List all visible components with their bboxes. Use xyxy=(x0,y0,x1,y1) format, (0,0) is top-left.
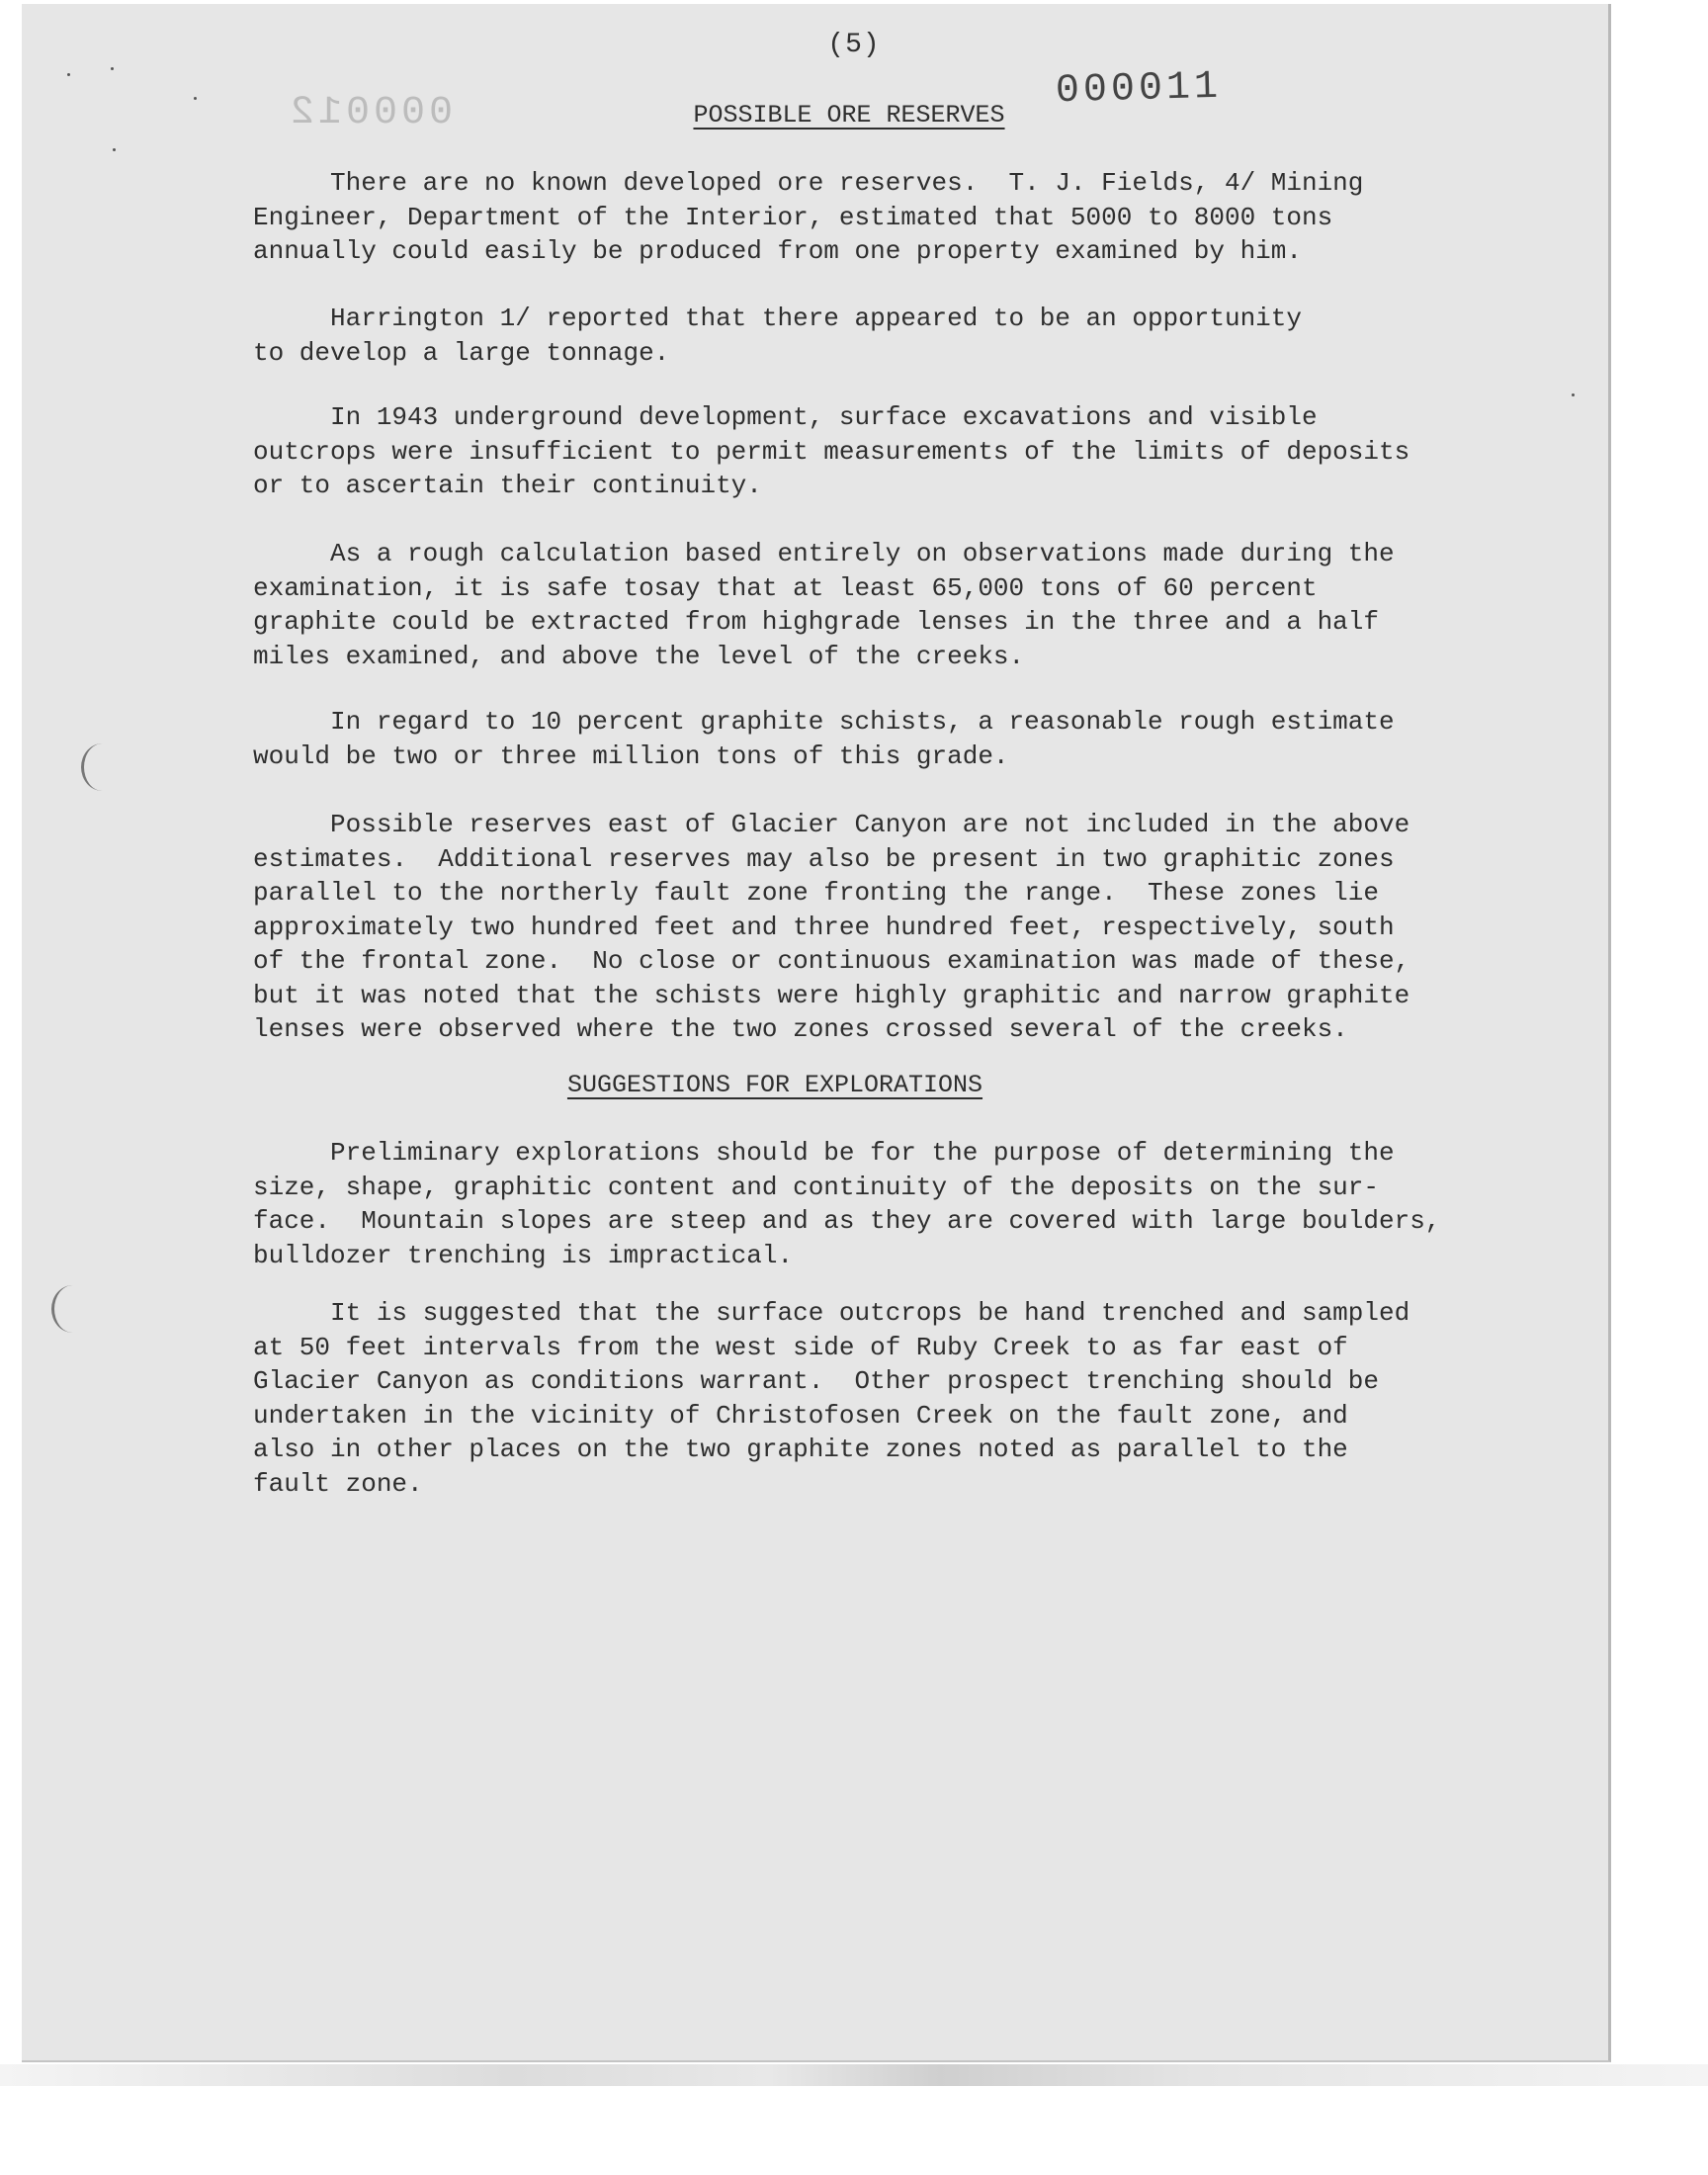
scan-edge xyxy=(0,2064,1708,2086)
paragraph: In regard to 10 percent graphite schists, a reasonable rough estimate would be two or three million tons of this grade. xyxy=(253,707,1395,771)
paragraph: Possible reserves east of Glacier Canyon are not included in the above estimates. Additional reserves may also be present in two graphitic zones parallel to the northerly fault zone fronting the range. These zones lie approximately two hundred feet and three hundred feet, respectively, south of the frontal zone. No close or continuous examination was made of these, but it was noted that the schists were highly graphitic and narrow graphite lenses were observed where the two zones crossed several of the creeks. xyxy=(253,810,1410,1044)
scan-speck xyxy=(113,148,116,151)
scan-speck xyxy=(67,73,70,76)
document-number-stamp: 000011 xyxy=(1055,64,1223,115)
paragraph: As a rough calculation based entirely on observations made during the examination, it is safe tosay that at least 65,000 tons of 60 percent graphite could be extracted from highgrade lenses in the three and a half miles examined, and above the level of the creeks. xyxy=(253,539,1395,671)
scan-speck xyxy=(1572,393,1575,396)
paragraph: Harrington 1/ reported that there appeared to be an opportunity to develop a large tonnage. xyxy=(253,304,1302,368)
section-heading-ore-reserves: POSSIBLE ORE RESERVES xyxy=(693,101,1005,130)
bleed-through-stamp: 000012 xyxy=(287,91,454,135)
scan-speck xyxy=(111,67,114,70)
paragraph: It is suggested that the surface outcrops be hand trenched and sampled at 50 feet intervals from the west side of Ruby Creek to as far east of Glacier Canyon as conditions warrant. Other prospect trenching should be undertaken in the vicinity of Christofosen Creek on the fault zone, and also in other places on the two graphite zones noted as parallel to the fault zone. xyxy=(253,1298,1410,1499)
punch-hole-mark xyxy=(81,743,124,791)
scan-speck xyxy=(194,97,197,100)
section-heading-explorations: SUGGESTIONS FOR EXPLORATIONS xyxy=(566,1071,983,1099)
paragraph: Preliminary explorations should be for the purpose of determining the size, shape, graphitic content and continuity of the deposits on the sur- face. Mountain slopes are steep and as they are covered with large boulders, bulldozer trenching is impractical. xyxy=(253,1138,1441,1270)
paragraph: In 1943 underground development, surface excavations and visible outcrops were insufficient to permit measurements of the limits of deposits or to ascertain their continuity. xyxy=(253,402,1410,500)
punch-hole-mark xyxy=(51,1285,94,1333)
paragraph: There are no known developed ore reserves. T. J. Fields, 4/ Mining Engineer, Department of the Interior, estimated that 5000 to 8000 tons annually could easily be produced from one property examined by him. xyxy=(253,168,1364,266)
page-number: (5) xyxy=(827,30,881,60)
